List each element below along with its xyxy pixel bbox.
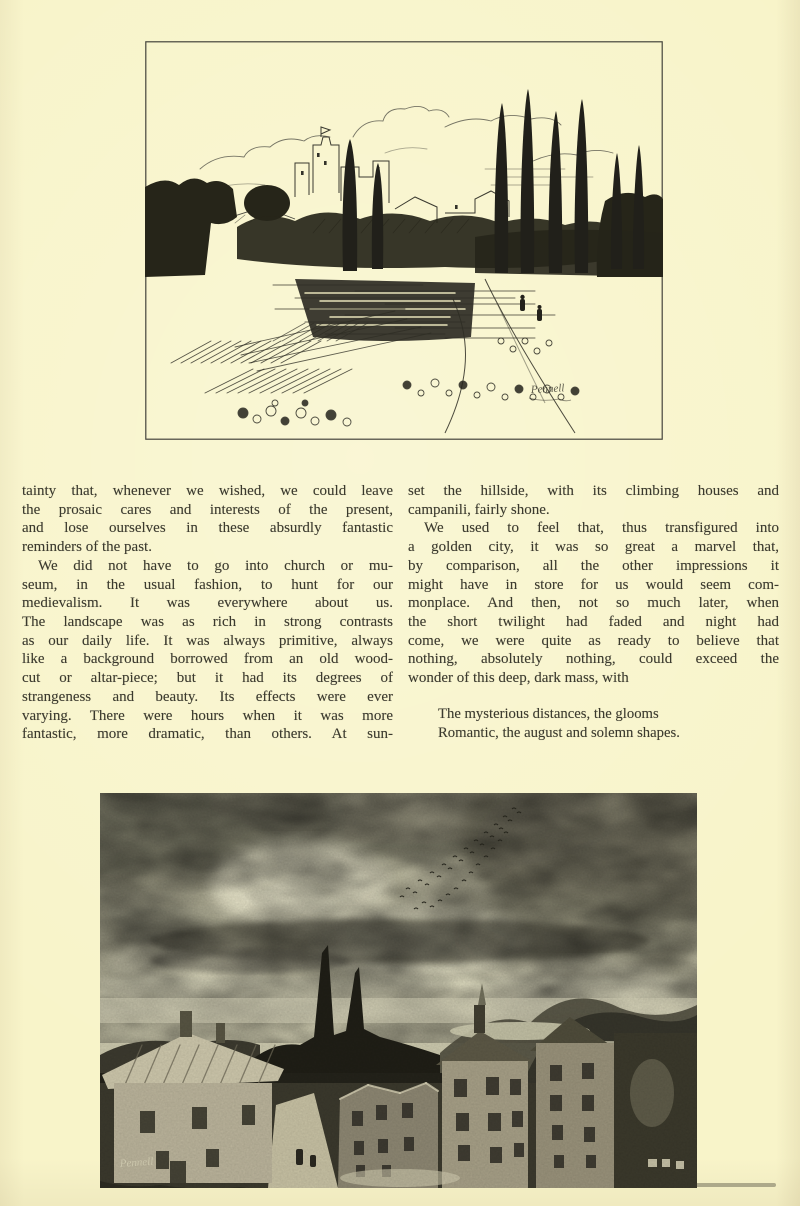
text-line: come, we were quite as ready to believe that [408,632,779,649]
text-line: might have in store for us would seem com- [408,576,779,593]
text-line: strangeness and beauty. Its effects were ever [22,688,393,705]
text-line: We did not have to go into church or mu- [38,557,393,574]
text-column-right [408,482,779,744]
text-line: seum, in the usual fashion, to hunt for our [22,576,393,593]
artist-signature: Pennell [530,382,565,396]
verse-line: Romantic, the august and solemn shapes. [438,725,680,742]
text-line: set the hillside, with its climbing houses and [408,483,779,499]
text-line: nothing, absolutely nothing, could exceed the [408,651,779,668]
text-line: a golden city, it was so great a marvel that, [408,539,779,556]
bottom-illustration [100,793,697,1188]
text-line: fantastic, more dramatic, than others. At sun- [22,726,393,743]
scribble-bushes [238,338,579,426]
text-line: monplace. And then, not so much later, when [408,595,779,612]
text-line: by comparison, all the other impressions it [408,557,779,574]
text-line: We used to feel that, thus transfigured into [424,520,779,537]
water-reflection [295,279,475,341]
text-line: campanili, fairly shone. [408,501,550,518]
text-line: medievalism. It was everywhere about us. [22,595,393,612]
text-line: cut or altar-piece; but it had its degrees of [22,670,393,687]
text-line: The landscape was as rich in strong contrasts [22,614,393,631]
text-line: and lose ourselves in these absurdly fantastic [22,520,393,537]
text-line: the short twilight had faded and night had [408,614,779,631]
text-line: tainty that, whenever we wished, we could leave [22,483,393,499]
grain-texture [100,793,697,1188]
text-line: as our daily life. It was always primitive, always [22,632,393,649]
text-line: like a background borrowed from an old wood- [22,651,393,668]
plate-baseline-mark [694,1183,776,1187]
road-figures [520,295,542,321]
text-line: varying. There were hours when it was more [22,707,393,724]
text-column-left [22,482,393,744]
artist-signature: Pennell [119,1155,154,1170]
verse-line: The mysterious distances, the glooms [438,705,659,722]
hill-town [295,127,509,223]
text-line: wonder of this deep, dark mass, with [408,670,629,687]
verse-quote [438,705,779,744]
text-line: reminders of the past. [22,539,152,556]
text-line: the prosaic cares and interests of the present, [22,501,393,518]
top-illustration [145,41,663,440]
